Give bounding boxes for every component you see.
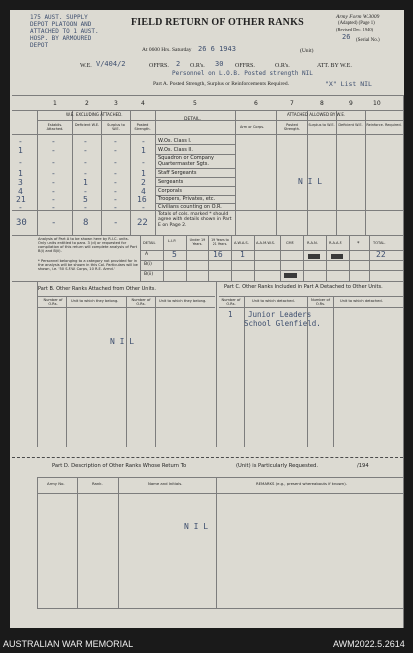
part-d-col-army-no: Army No.	[47, 481, 65, 486]
personnel-typed: Personnel on L.O.B. Posted strength NIL	[172, 70, 313, 77]
part-d-title-2: (Unit) is Particularly Requested.	[236, 463, 318, 469]
row-c4-value: 4	[141, 187, 146, 196]
row-c4-value: 1	[141, 169, 146, 178]
unit-label: (Unit)	[300, 48, 314, 54]
subhead-deficient-att: Deficient W.E.	[338, 123, 363, 127]
row-we-value: 3	[18, 178, 23, 187]
row-c3-value: -	[113, 146, 118, 155]
row-we-value: -	[18, 137, 23, 146]
col-2-3-divider	[101, 110, 102, 235]
part-bc-left-edge	[37, 281, 38, 447]
analysis-head-detail: DETAIL	[143, 241, 156, 245]
row-c1-value: -	[51, 137, 56, 146]
row-c2-value: -	[83, 137, 88, 146]
colnum-10: 10	[373, 100, 381, 107]
part-b-col-unit-2: Unit to which they belong.	[159, 299, 207, 303]
part-d-year: /194	[357, 463, 369, 469]
part-c-col-number-2: Number of O.Rs.	[310, 298, 331, 306]
row-we-value: 1	[18, 146, 23, 155]
date-line: At 0600 Hrs. Saturday	[142, 47, 192, 53]
head-bottom-rule	[12, 134, 404, 135]
row-c3-value: -	[113, 203, 118, 212]
army-form-label: Army Form W.3009	[336, 14, 380, 20]
form-title: FIELD RETURN OF OTHER RANKS	[131, 17, 304, 28]
detail-label: W.Os. Class II.	[158, 147, 193, 153]
detail-label: Troopers, Privates, etc.	[158, 196, 216, 202]
colnum-5: 5	[193, 100, 197, 107]
row-c3-value: -	[113, 195, 118, 204]
subhead-reinforce: Reinforce. Required.	[366, 123, 402, 127]
total-c2: 8	[83, 218, 89, 228]
part-d-col-name: Name and Initials.	[148, 481, 183, 486]
colnum-rule	[12, 110, 404, 111]
date-value: 26 6 1943	[198, 45, 236, 53]
analysis-col-divider	[231, 235, 232, 281]
part-c-entry-unit-1: Junior Leaders	[248, 310, 312, 319]
row-c1-value: -	[51, 203, 56, 212]
row-c1-value: -	[51, 158, 56, 167]
analysis-head-under19: Under 19 Years.	[189, 238, 206, 246]
row-c4-value: 1	[141, 146, 146, 155]
ors2-label: O.R's.	[275, 63, 290, 69]
analysis-head-star: *	[357, 241, 360, 247]
row-c3-value: -	[113, 158, 118, 167]
we-value: V/404/2	[96, 60, 126, 68]
analysis-head-rule	[140, 250, 404, 251]
analysis-head-raaf: R.A.A.F.	[329, 241, 343, 245]
row-c4-value: -	[141, 137, 146, 146]
row-we-value: 1	[18, 169, 23, 178]
part-d-col-rank: Rank.	[92, 481, 103, 486]
col-6-7-divider	[276, 110, 277, 235]
detail-row-rule	[155, 144, 235, 145]
subhead-arm: Arm or Corps.	[240, 125, 265, 129]
analysis-total-value: 22	[376, 250, 386, 259]
colnum-9: 9	[349, 100, 353, 107]
attached-header: ATTACHED ALLOWED BY W.E.	[287, 112, 346, 117]
analysis-col-divider	[349, 235, 350, 281]
part-c-title: Part C. Other Ranks Included in Part A Detached to Other Units.	[224, 284, 383, 290]
analysis-col-divider	[280, 235, 281, 281]
row-c4-value: -	[141, 158, 146, 167]
part-d-head-top	[37, 477, 403, 478]
detail-label: Sergeants	[158, 179, 184, 185]
part-c-col-unit: Unit to which detached.	[252, 299, 295, 303]
subhead-establis: Establis. Attached.	[46, 123, 64, 131]
form-paper	[10, 10, 404, 628]
row-c3-value: -	[113, 137, 118, 146]
part-d-nil: N I L	[184, 522, 209, 531]
ors-label: O.R's.	[190, 63, 205, 69]
total-c3: -	[113, 218, 119, 228]
totals-rule	[12, 210, 404, 211]
detail-row-rule	[155, 186, 235, 187]
detail-label: W.Os. Class I.	[158, 138, 192, 144]
part-b-col-unit: Unit to which they belong.	[71, 299, 119, 303]
analysis-row-a-rule	[140, 260, 404, 261]
analysis-lip-value: 5	[172, 250, 177, 259]
part-c-entry-unit-2: School Glenfield.	[244, 319, 321, 328]
detail-label: Staff Sergeants	[158, 170, 197, 176]
colnum-2: 2	[85, 100, 89, 107]
offrs-value: 2	[176, 60, 181, 68]
we-excluding-header: W.E. EXCLUDING ATTACHED.	[66, 112, 123, 117]
subhead-surplus: Surplus to W.E.	[107, 123, 125, 131]
row-we-value: -	[18, 158, 23, 167]
part-c-col-divider	[333, 296, 334, 447]
col-7-8-divider	[307, 110, 308, 235]
detail-row-rule	[155, 177, 235, 178]
detail-row-rule	[155, 168, 235, 169]
analysis-row-label: A	[145, 252, 149, 257]
part-c-entry-number: 1	[228, 310, 233, 319]
row-c2-value: -	[83, 187, 88, 196]
part-d-col-divider	[216, 477, 217, 608]
colnum-6: 6	[254, 100, 258, 107]
row-c2-value: -	[83, 146, 88, 155]
totals-note: Totals of cols. marked * should agree with details shown in Part E on Page 2.	[158, 212, 232, 228]
part-c-head-top	[219, 296, 403, 297]
colnum-7: 7	[290, 100, 294, 107]
analysis-head-ran: R.A.N.	[307, 241, 318, 245]
footer-source: AUSTRALIAN WAR MEMORIAL	[3, 639, 134, 649]
col-edge-left	[37, 110, 38, 235]
redaction-mark	[308, 254, 320, 259]
row-c2-value: 1	[83, 178, 88, 187]
total-c1: -	[51, 218, 57, 228]
part-a-title: Part A. Posted Strength, Surplus or Reinforcements Required.	[153, 81, 289, 87]
part-d-head-bottom	[37, 493, 403, 494]
serial-label: (Serial No.)	[356, 38, 380, 43]
analysis-row-label: B(ii)	[144, 272, 154, 277]
subhead-surplus-att: Surplus to W.E.	[308, 123, 335, 127]
unit-typed-line-4: HOSP. BY ARMOURED	[30, 35, 92, 42]
analysis-row-label: B(i)	[144, 262, 152, 267]
analysis-col-divider	[186, 235, 187, 281]
total-c4: 22	[137, 218, 148, 228]
analysis-bottom-rule	[12, 281, 404, 282]
row-we-value: -	[18, 203, 23, 212]
part-b-title: Part B. Other Ranks Attached from Other Units.	[38, 286, 157, 292]
row-c3-value: -	[113, 178, 118, 187]
col-1-2-divider	[72, 110, 73, 235]
col-4-5-divider	[155, 110, 156, 235]
att-label: ATT. BY W.E.	[317, 63, 352, 69]
part-b-col-divider	[66, 296, 67, 447]
part-b-col-divider	[155, 296, 156, 447]
part-d-col-divider	[77, 477, 78, 608]
analysis-head-awas: A.W.A.S.	[234, 241, 249, 245]
part-b-col-number-2: Number of O.Rs.	[131, 298, 151, 306]
analysis-col-divider	[254, 235, 255, 281]
analysis-col-divider	[163, 235, 164, 281]
redaction-mark	[284, 273, 297, 278]
analysis-head-cmf: CMF.	[286, 241, 295, 245]
row-c1-value: -	[51, 187, 56, 196]
col-8-9-divider	[336, 110, 337, 235]
perforation-line	[12, 457, 403, 458]
row-c1-value: -	[51, 178, 56, 187]
row-c1-value: -	[51, 169, 56, 178]
analysis-col-divider	[140, 235, 141, 281]
unit-typed-line-3: ATTACHED TO 1 AUST.	[30, 28, 99, 35]
part-d-left-edge	[37, 477, 38, 608]
part-d-col-divider	[118, 477, 119, 608]
offrs2-label: OFFRS.	[235, 63, 255, 69]
unit-typed-line-2: DEPOT PLATOON AND	[30, 21, 92, 28]
analysis-head-lip: L.I.P.	[168, 239, 177, 243]
col-5-6-divider	[235, 110, 236, 235]
part-c-head-bottom	[219, 307, 403, 308]
detail-header: DETAIL.	[184, 117, 202, 122]
subhead-posted-att: Posted Strength.	[283, 123, 301, 131]
analysis-col-divider	[326, 235, 327, 281]
part-b-col-divider	[126, 296, 127, 447]
row-c2-value: -	[83, 158, 88, 167]
colnum-1: 1	[53, 100, 57, 107]
row-c2-value: -	[83, 203, 88, 212]
analysis-col-divider	[208, 235, 209, 281]
row-c2-value: -	[83, 169, 88, 178]
row-c3-value: -	[113, 169, 118, 178]
colnum-8: 8	[320, 100, 324, 107]
row-we-value: 4	[18, 187, 23, 196]
analysis-text: Analysis of Part A to be shown here by R.I.C. units. Only units entitled to para. 3 (d) or requested for compilation of this return will complete analysis of Part B(i) and B(ii).	[38, 237, 138, 254]
total-we: 30	[16, 218, 27, 228]
subhead-posted: Posted Strength.	[134, 123, 151, 131]
part-b-col-number: Number of O.Rs.	[43, 298, 63, 306]
row-c3-value: -	[113, 187, 118, 196]
unit-typed-line-5: DEPOT	[30, 42, 49, 49]
offrs-label: OFFRS.	[149, 63, 169, 69]
analysis-under19-value: 16	[213, 250, 223, 259]
detail-label: Squadron or Company Quartermaster Sgts.	[158, 155, 215, 167]
part-d-col-remarks: REMARKS (e.g., present whereabouts if known).	[256, 481, 347, 486]
analysis-head-total: TOTAL.	[373, 241, 386, 245]
analysis-col-divider	[369, 235, 370, 281]
unit-typed-line-1: 175 AUST. SUPPLY	[30, 14, 88, 21]
footer-accession: AWM2022.5.2614	[333, 639, 405, 649]
row-c2-value: 5	[83, 195, 88, 204]
part-bc-divider	[216, 281, 217, 447]
part-d-bottom-rule	[37, 608, 403, 609]
analysis-awas-value: 1	[240, 250, 245, 259]
ors-value: 30	[215, 60, 224, 68]
attached-nil: N I L	[298, 177, 323, 186]
row-c4-value: -	[141, 203, 146, 212]
analysis-footnote: * Personnel belonging to a category not provided for in the analysis will be shown in this Col. Particulars will be shown, i.e. '50 S.F.W. Corps, 10 R.E. Armd.'	[38, 259, 138, 272]
row-c1-value: -	[51, 195, 56, 204]
analysis-col-divider	[303, 235, 304, 281]
x-list: "X" List NIL	[325, 80, 372, 88]
col-edge-right	[403, 95, 404, 628]
analysis-head-aamws: A.A.M.W.S.	[256, 241, 276, 245]
row-c4-value: 16	[137, 195, 147, 204]
army-form-revised: (Revised Dec. 1940)	[336, 27, 374, 32]
row-we-value: 21	[16, 195, 26, 204]
part-d-title: Part D. Description of Other Ranks Whose Return To	[52, 463, 187, 469]
army-form-adapted: (Adapted) (Page 1)	[338, 21, 375, 26]
main-table-top-rule	[12, 95, 404, 96]
detail-label: Civilians counting on O.R.	[158, 204, 222, 210]
colnum-3: 3	[114, 100, 118, 107]
we-label: W.E.	[80, 63, 92, 69]
analysis-head-19to21: 19 Years to 21 Years.	[211, 238, 229, 246]
detail-label: Corporals	[158, 188, 182, 194]
redaction-mark	[331, 254, 343, 259]
part-b-nil: N I L	[110, 337, 135, 346]
part-c-col-number: Number of O.Rs.	[221, 298, 241, 306]
colnum-4: 4	[141, 100, 145, 107]
analysis-row-b1-rule	[140, 270, 404, 271]
row-c4-value: 2	[141, 178, 146, 187]
row-c1-value: -	[51, 146, 56, 155]
serial-value: 26	[342, 33, 351, 41]
part-c-col-unit-2: Unit to which detached.	[340, 299, 383, 303]
subhead-deficient: Deficient W.E.	[74, 123, 100, 127]
col-9-10-divider	[365, 110, 366, 235]
